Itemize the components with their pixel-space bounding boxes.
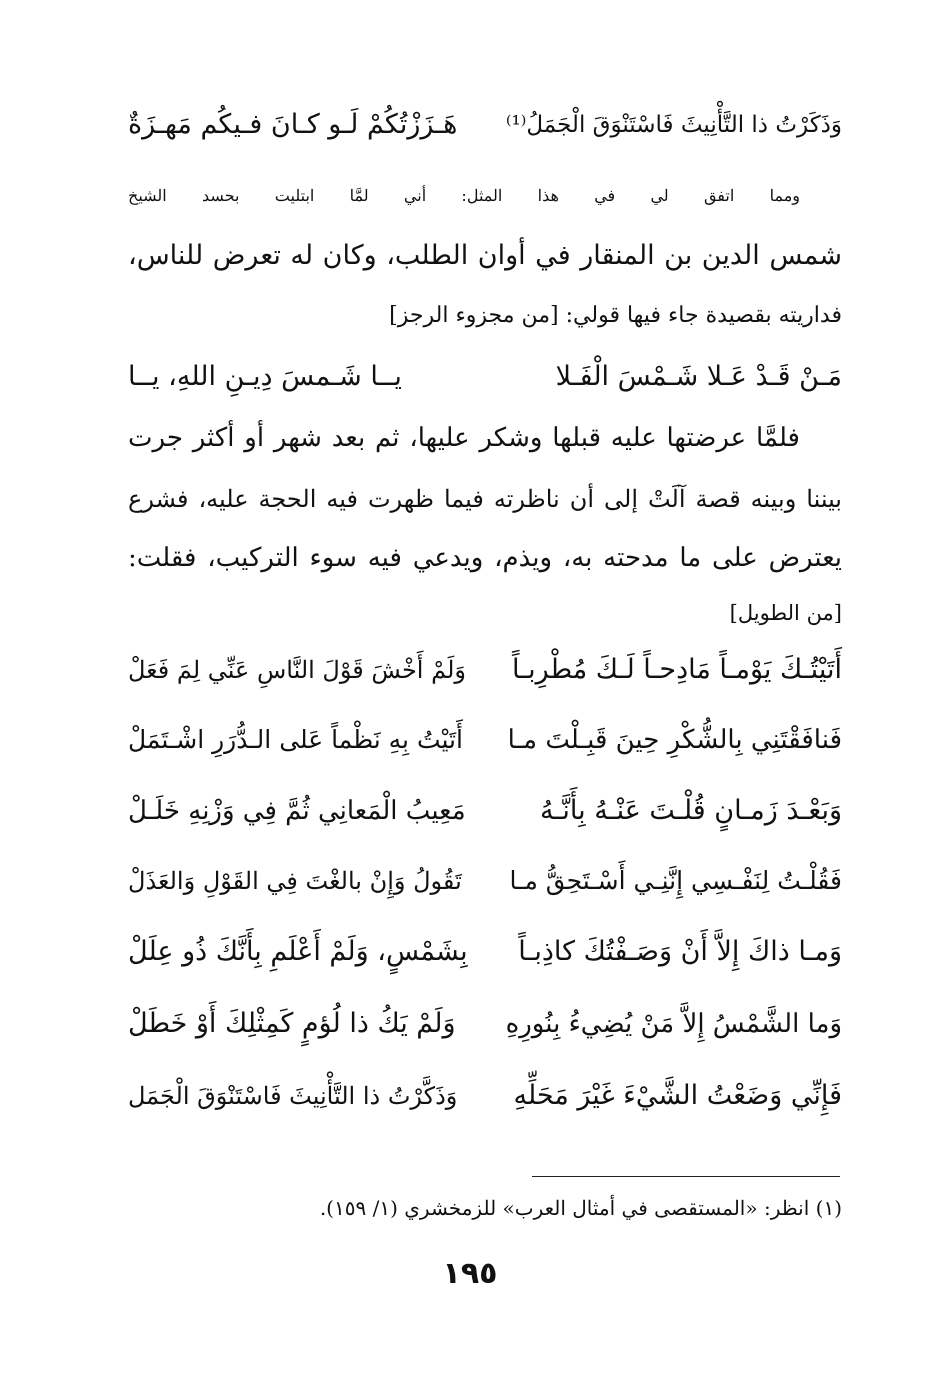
meter-label: [من الطويل] [729,601,842,625]
verse-second-hemistich: وَذَكَّرْتُ ذا التَّأْنِيثَ فَاسْتَنْوَقَ الْجَمَل [128,1082,458,1110]
verse-first-hemistich: فَقُلْـتُ لِنَفْـسِي إِنَّنِـي أَسْـتَحِقُّ مـا [509,866,842,895]
verse-first-hemistich: فَإِنِّي وَضَعْتُ الشَّيْءَ غَيْرَ مَحَلِّهِ [513,1080,842,1111]
verse-second-hemistich: مَعِيبُ الْمَعانِي ثُمَّ فِي وَزْنِهِ خَلَـلْ [128,796,466,826]
poem-verse [128,645,842,695]
verse-first-hemistich: وَما الشَّمْسُ إِلاَّ مَنْ يُضِيءُ بِنُورِهِ [505,1009,842,1039]
verse-second-hemistich: وَلَمْ أَخْشَ قَوْلَ النَّاسِ عَنِّي لِمَ فَعَلْ [128,656,466,684]
verse-line [128,100,842,150]
page-number: ١٩٥ [442,1256,498,1291]
footnote-rule [532,1176,840,1177]
prose-line: شمس الدين بن المنقار في أوان الطلب، وكان له تعرض للناس، [128,240,842,271]
prose-line: ومما اتفق لي في هذا المثل: أني لمَّا ابتليت بحسد الشيخ [128,186,801,205]
poem-verse [128,999,842,1049]
verse-first-hemistich: فَنافَقْتَنِي بِالشُّكْرِ حِينَ قَبِـلْتَ مـا [507,725,842,755]
poem-verse [128,786,842,836]
verse-second-hemistich: يــا شَـمسَ دِيـنِ اللهِ، يــا [128,361,402,392]
footnote: (١) انظر: «المستقصى في أمثال العرب» للزمخشري (١/ ١٥٩). [319,1196,842,1220]
verse-second-hemistich: وَلَمْ يَكُ ذا لُؤمٍ كَمِثْلِكَ أَوْ خَطَلْ [128,1008,456,1039]
prose-line: بيننا وبينه قصة آلَتْ إلى أن ناظرته فيما ظهرت فيه الحجة عليه، فشرع [128,485,842,513]
verse-first-hemistich: وَبَعْـدَ زَمـانٍ قُلْـتَ عَنْـهُ بِأَنَّـهُ [539,795,842,826]
verse-first-hemistich: مَـنْ قَـدْ عَـلا شَـمْسَ الْفَـلا [555,361,842,392]
prose-line: يعترض على ما مدحته به، ويذم، ويدعي فيه سوء التركيب، فقلت: [128,543,842,573]
verse-second-hemistich: بِشَمْسٍ، وَلَمْ أَعْلَمِ بِأَنَّكَ ذُو عِلَلْ [128,936,468,967]
prose-line: فداريته بقصيدة جاء فيها قولي: [من مجزوء الرجز] [389,303,842,328]
poem-verse [128,856,842,906]
verse-first-hemistich: وَمـا ذاكَ إِلاَّ أَنْ وَصَـفْتُكَ كاذِبـاً [518,936,842,967]
verse-second-hemistich: تَقُولُ وَإِنْ بالغْتَ فِي القَوْلِ وَالعَذَلْ [128,867,462,895]
poem-verse [128,927,842,977]
verse-first-hemistich: وَذَكَرْتُ ذا التَّأْنِيثَ فَاسْتَنْوَقَ الْجَمَلُ⁽¹⁾ [505,112,842,138]
verse-first-hemistich: أَتَيْتُـكَ يَوْمـاً مَادِحـاً لَـكَ مُطْرِبـاً [512,654,842,685]
poem-verse [128,1071,842,1121]
verse-second-hemistich: أَتَيْتُ بِهِ نَظْماً عَلى الـدُّرَرِ اشْـتَمَلْ [128,725,463,754]
verse-second-hemistich: هَـزَزْتُكُمْ لَـو كـانَ فـيكُم مَهـزَةٌ [128,109,458,140]
poem-verse [128,715,842,765]
verse-line [128,352,842,402]
prose-line: فلمَّا عرضتها عليه قبلها وشكر عليها، ثم بعد شهر أو أكثر جرت [128,423,800,453]
